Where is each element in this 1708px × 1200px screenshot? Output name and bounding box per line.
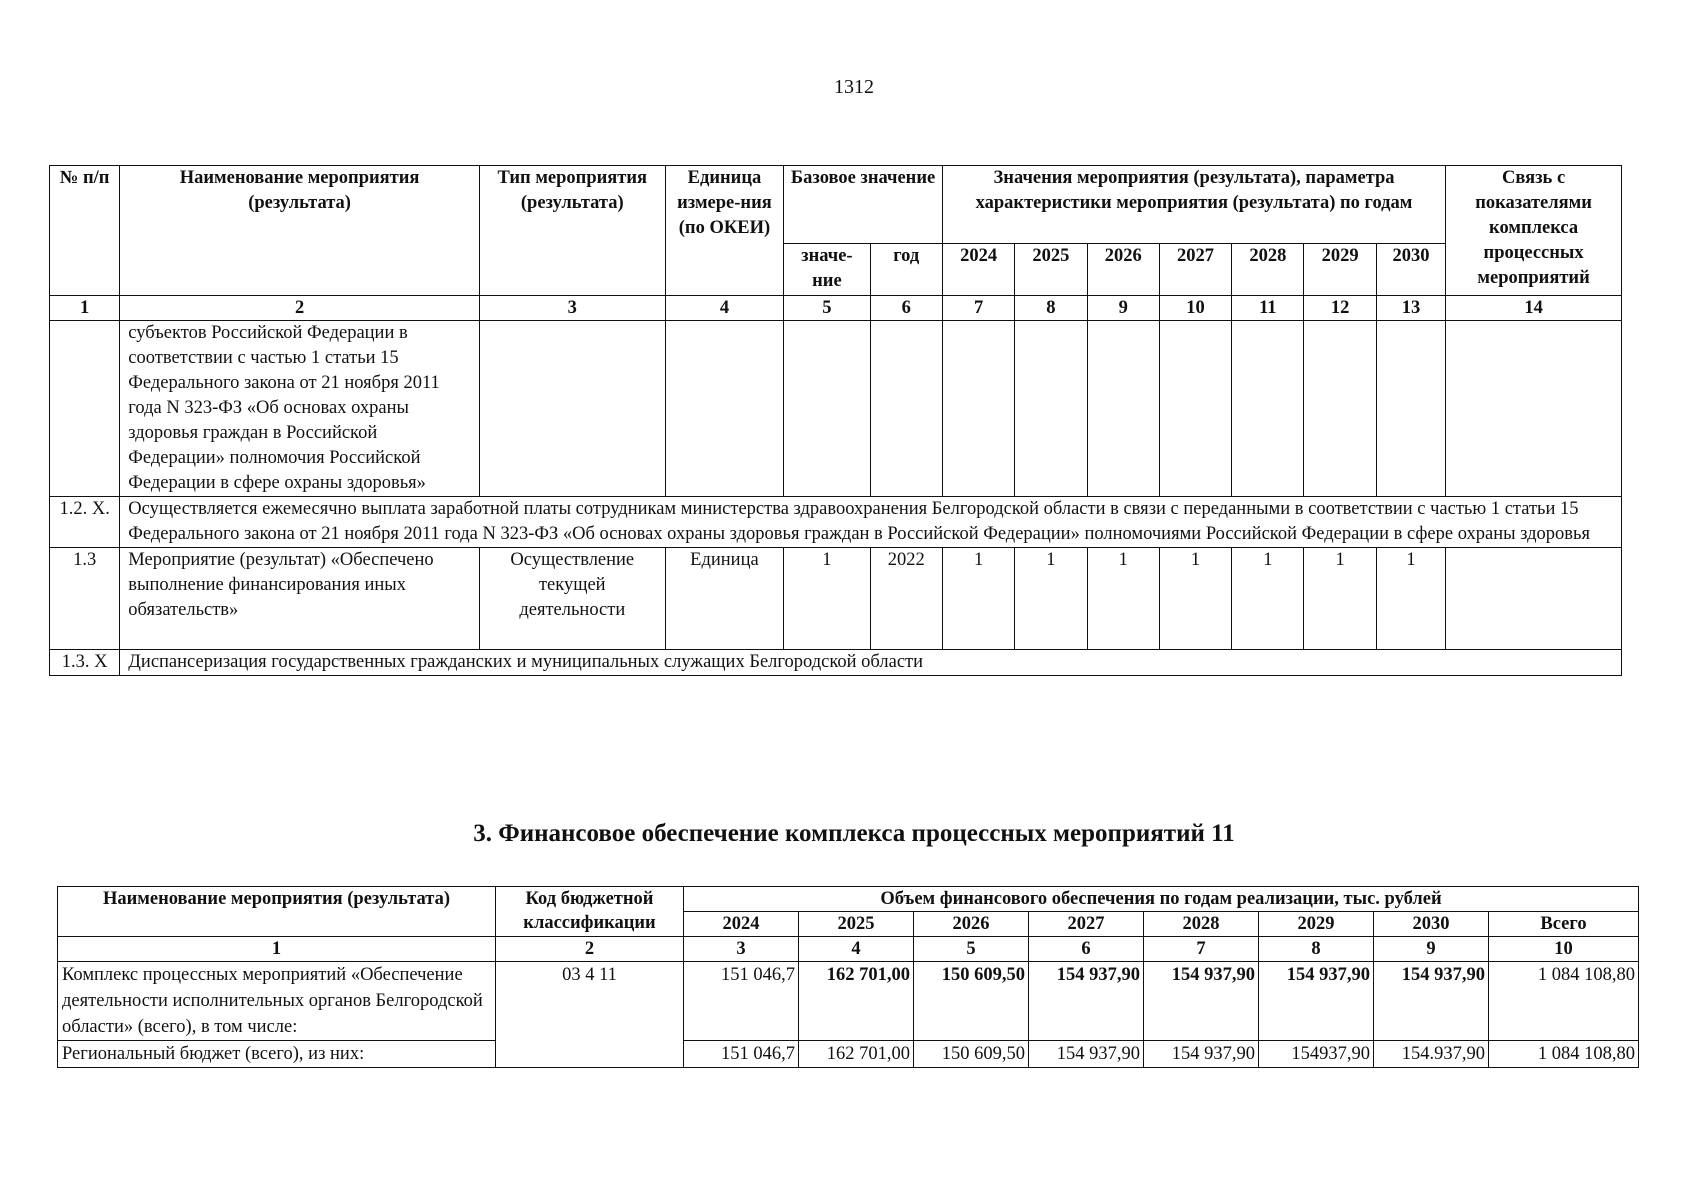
header-year: 2030 [1376, 244, 1445, 296]
total-amount: 1 084 108,80 [1489, 1041, 1639, 1068]
header-row [50, 166, 1622, 244]
column-number: 8 [1015, 296, 1087, 321]
header-name: Наименование мероприятия (результата) [58, 887, 496, 937]
year-amount: 154 937,90 [1029, 1041, 1144, 1068]
header-type: Тип мероприятия (результата) [479, 166, 665, 296]
budget-name: Региональный бюджет (всего), из них: [58, 1041, 496, 1068]
column-number: 2 [120, 296, 480, 321]
year-value: 1 [1159, 548, 1231, 650]
header-year: 2029 [1304, 244, 1376, 296]
column-number: 7 [1144, 937, 1259, 962]
column-number: 8 [1259, 937, 1374, 962]
header-row [58, 887, 1639, 912]
year-value: 1 [1015, 548, 1087, 650]
table-row [58, 1041, 1639, 1068]
year-amount: 154 937,90 [1144, 962, 1259, 1041]
header-volume: Объем финансового обеспечения по годам реализации, тыс. рублей [684, 887, 1639, 912]
row-number: 1.3. X [50, 650, 120, 676]
header-year: 2026 [1087, 244, 1159, 296]
header-year: 2025 [1015, 244, 1087, 296]
column-number: 10 [1159, 296, 1231, 321]
header-num: № п/п [50, 166, 120, 296]
column-number: 5 [914, 937, 1029, 962]
column-number: 9 [1374, 937, 1489, 962]
column-number-row [58, 937, 1639, 962]
column-number: 11 [1232, 296, 1304, 321]
column-number: 1 [50, 296, 120, 321]
table-row [50, 548, 1622, 650]
column-number: 2 [496, 937, 684, 962]
table-row [50, 497, 1622, 548]
year-value: 1 [1376, 548, 1445, 650]
year-amount: 154 937,90 [1259, 962, 1374, 1041]
header-name: Наименование мероприятия (результата) [120, 166, 480, 296]
year-value: 1 [1304, 548, 1376, 650]
row-description: Диспансеризация государственных гражданских и муниципальных служащих Белгородской области [120, 650, 1622, 676]
header-year: 2028 [1144, 912, 1259, 937]
activity-name: Мероприятие (результат) «Обеспечено выполнение финансирования иных обязательств» [120, 548, 480, 650]
year-amount: 151 046,7 [684, 962, 799, 1041]
header-total: Всего [1489, 912, 1639, 937]
column-number: 6 [1029, 937, 1144, 962]
year-amount: 150 609,50 [914, 1041, 1029, 1068]
year-value: 1 [1232, 548, 1304, 650]
header-year: 2027 [1029, 912, 1144, 937]
header-values: Значения мероприятия (результата), параметра характеристики мероприятия (результата) по годам [942, 166, 1445, 244]
table-row [50, 321, 1622, 497]
header-year: 2030 [1374, 912, 1489, 937]
header-year: 2024 [942, 244, 1014, 296]
column-number: 7 [942, 296, 1014, 321]
budget-code: 03 4 11 [496, 962, 684, 1068]
header-year: 2028 [1232, 244, 1304, 296]
header-base-year: год [870, 244, 942, 296]
year-amount: 154937,90 [1259, 1041, 1374, 1068]
year-amount: 162 701,00 [799, 962, 914, 1041]
row-description: Осуществляется ежемесячно выплата заработной платы сотрудникам министерства здравоохранения Белгородской области в связи с переданными в соответствии с частью 1 статьи 15 Федерального закона от 21 ноября 2011 года N 323-ФЗ «Об основах охраны здоровья граждан в Российской Федерации» полномочиями Российской Федерации в сфере охраны здоровья [120, 497, 1622, 548]
column-number: 6 [870, 296, 942, 321]
header-link: Связь с показателями комплекса процессных мероприятий [1446, 166, 1622, 296]
activity-unit: Единица [665, 548, 784, 650]
column-number: 9 [1087, 296, 1159, 321]
table-row [50, 650, 1622, 676]
column-number: 14 [1446, 296, 1622, 321]
year-amount: 154 937,90 [1029, 962, 1144, 1041]
header-year: 2024 [684, 912, 799, 937]
year-amount: 151 046,7 [684, 1041, 799, 1068]
total-amount: 1 084 108,80 [1489, 962, 1639, 1041]
row-continuation-text: субъектов Российской Федерации в соответствии с частью 1 статьи 15 Федерального закона от 21 ноября 2011 года N 323-ФЗ «Об основах охраны здоровья граждан в Российской Федерации» полномочия Российской Федерации в сфере охраны здоровья» [120, 321, 480, 497]
year-amount: 162 701,00 [799, 1041, 914, 1068]
year-amount: 154 937,90 [1374, 962, 1489, 1041]
column-number: 10 [1489, 937, 1639, 962]
header-year: 2027 [1159, 244, 1231, 296]
year-amount: 150 609,50 [914, 962, 1029, 1041]
header-code: Код бюджетной классификации [496, 887, 684, 937]
base-year: 2022 [870, 548, 942, 650]
program-name: Комплекс процессных мероприятий «Обеспечение деятельности исполнительных органов Белгородской области» (всего), в том числе: [58, 962, 496, 1041]
year-value: 1 [1087, 548, 1159, 650]
header-unit: Единица измере-ния (по ОКЕИ) [665, 166, 784, 296]
column-number: 3 [479, 296, 665, 321]
row-number: 1.2. X. [50, 497, 120, 548]
column-number-row [50, 296, 1622, 321]
section-title: 3. Финансовое обеспечение комплекса процессных мероприятий 11 [473, 820, 1235, 847]
column-number: 12 [1304, 296, 1376, 321]
financing-table [57, 886, 1639, 1068]
header-year: 2029 [1259, 912, 1374, 937]
row-number: 1.3 [50, 548, 120, 650]
table-row [58, 962, 1639, 1041]
header-year: 2025 [799, 912, 914, 937]
activities-table [49, 165, 1622, 676]
activity-type: Осуществление текущей деятельности [479, 548, 665, 650]
column-number: 5 [784, 296, 870, 321]
column-number: 4 [665, 296, 784, 321]
header-year: 2026 [914, 912, 1029, 937]
year-value: 1 [942, 548, 1014, 650]
header-base-value: значе-ние [784, 244, 870, 296]
column-number: 3 [684, 937, 799, 962]
column-number: 4 [799, 937, 914, 962]
base-value: 1 [784, 548, 870, 650]
column-number: 13 [1376, 296, 1445, 321]
column-number: 1 [58, 937, 496, 962]
page-number: 1312 [834, 76, 874, 98]
header-base: Базовое значение [784, 166, 943, 244]
year-amount: 154.937,90 [1374, 1041, 1489, 1068]
year-amount: 154 937,90 [1144, 1041, 1259, 1068]
